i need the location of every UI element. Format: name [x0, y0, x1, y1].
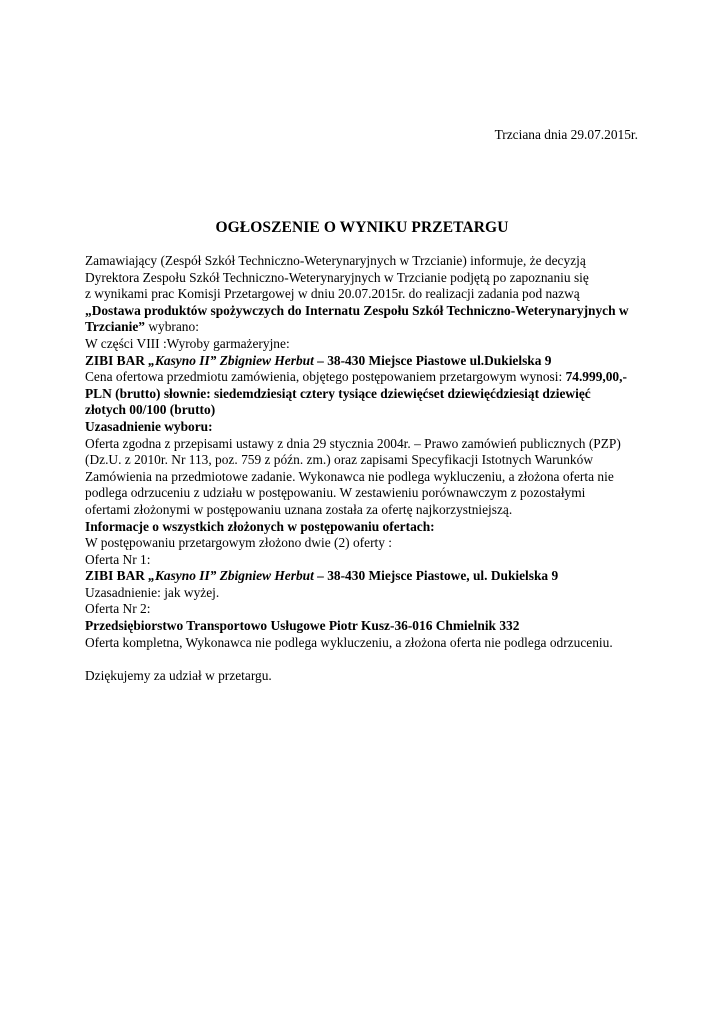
document-title: OGŁOSZENIE O WYNIKU PRZETARGU — [215, 219, 509, 236]
winner-name-italic: „Kasyno II” Zbigniew Herbut — [148, 352, 314, 368]
document-date: Trzciana dnia 29.07.2015r. — [494, 127, 638, 142]
closing-line: Dziękujemy za udział w przetargu. — [85, 667, 272, 683]
offer2-name: Przedsiębiorstwo Transportowo Usługowe Piotr Kusz-36-016 Chmielnik 332 — [85, 618, 520, 634]
intro-line: z wynikami prac Komisji Przetargowej w dniu 20.07.2015r. do realizacji zadania pod nazwą — [85, 286, 580, 302]
offers-heading: Informacje o wszystkich złożonych w postępowaniu ofertach: — [85, 518, 435, 534]
offer1-note: Uzasadnienie: jak wyżej. — [85, 584, 220, 600]
offer1-name — [85, 568, 645, 585]
winner-name-suffix: – 38-430 Miejsce Piastowe ul.Dukielska 9 — [313, 352, 552, 368]
justification-line: podlega odrzuceniu z udziału w postępowaniu. W zestawieniu porównawczym z pozostałymi — [85, 485, 586, 501]
justification-line: Oferta zgodna z przepisami ustawy z dnia 29 stycznia 2004r. – Prawo zamówień publicznych (PZP) — [85, 435, 621, 451]
offers-count: W postępowaniu przetargowym złożono dwie (2) oferty : — [85, 535, 393, 551]
price-words-line: PLN (brutto) słownie: siedemdziesiąt cztery tysiące dziewięćset dziewięćdziesiąt dziewięć — [85, 385, 591, 401]
offer1-name-prefix: ZIBI BAR — [85, 568, 149, 584]
price-line — [85, 369, 645, 386]
offer1-name-suffix: – 38-430 Miejsce Piastowe, ul. Dukielska 9 — [313, 568, 559, 584]
winner-name-prefix: ZIBI BAR — [85, 352, 149, 368]
price-text: Cena ofertowa przedmiotu zamówienia, objętego postępowaniem przetargowym wynosi: — [85, 369, 566, 385]
justification-heading: Uzasadnienie wyboru: — [85, 418, 213, 434]
justification-line: (Dz.U. z 2010r. Nr 113, poz. 759 z późn. zm.) oraz zapisami Specyfikacji Istotnych Warunków — [85, 452, 593, 468]
task-name-line: „Dostawa produktów spożywczych do Internatu Zespołu Szkół Techniczno-Weterynaryjnych w — [85, 302, 629, 318]
winner-name — [85, 353, 645, 370]
chosen-text: wybrano: — [145, 319, 199, 335]
offer1-label: Oferta Nr 1: — [85, 551, 151, 567]
intro-line: Zamawiający (Zespół Szkół Techniczno-Weterynaryjnych w Trzcianie) informuje, że decyzją — [85, 253, 586, 268]
price-words-line: złotych 00/100 (brutto) — [85, 402, 216, 418]
justification-line: ofertami złożonymi w postępowaniu uznana została za ofertę najkorzystniejszą. — [85, 501, 513, 517]
task-name-line-2 — [85, 319, 645, 336]
offer1-name-italic: „Kasyno II” Zbigniew Herbut — [148, 568, 314, 584]
spacer — [85, 651, 645, 668]
justification-line: Zamówienia na przedmiotowe zadanie. Wykonawca nie podlega wykluczeniu, a złożona oferta nie — [85, 468, 614, 484]
document-body — [85, 253, 645, 684]
intro-line: Dyrektora Zespołu Szkół Techniczno-Weterynaryjnych w Trzcianie podjętą po zapoznaniu się — [85, 269, 589, 285]
part-line: W części VIII :Wyroby garmażeryjne: — [85, 335, 290, 351]
price-amount: 74.999,00,- — [565, 369, 627, 385]
task-name-end: Trzcianie” — [85, 319, 145, 335]
offer2-note: Oferta kompletna, Wykonawca nie podlega wykluczeniu, a złożona oferta nie podlega odrzuceniu. — [85, 634, 613, 650]
offer2-label: Oferta Nr 2: — [85, 601, 151, 617]
